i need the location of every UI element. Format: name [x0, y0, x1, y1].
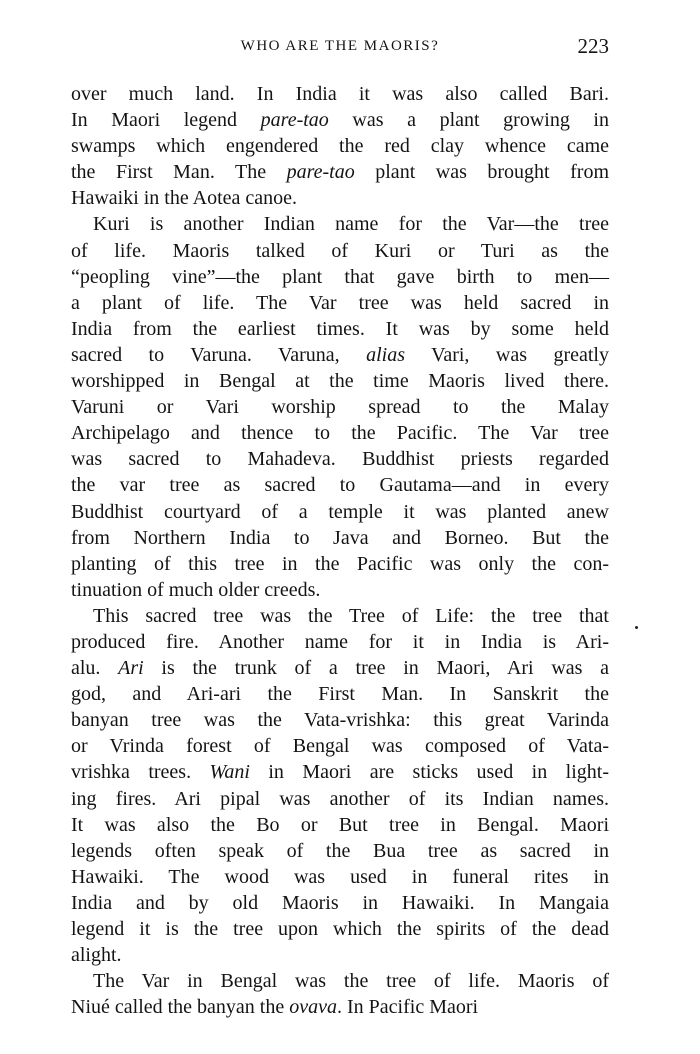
text-line: [71, 551, 609, 577]
text-segment: Buddhist courtyard of a temple it was planted anew: [71, 500, 609, 523]
text-line: [71, 968, 609, 994]
text-segment: India from the earliest times. It was by some held: [71, 317, 609, 340]
text-line: [71, 759, 609, 785]
text-segment: the First Man. The: [71, 161, 287, 184]
text-segment: It was also the Bo or But tree in Bengal. Maori: [71, 813, 609, 836]
text-segment: In Maori legend: [71, 109, 261, 132]
text-segment: of life. Maoris talked of Kuri or Turi as the: [71, 239, 609, 262]
text-line: [71, 994, 609, 1020]
text-line: [71, 472, 609, 498]
text-line: [71, 394, 609, 420]
text-line: [71, 603, 609, 629]
text-segment: alu.: [71, 657, 119, 680]
text-segment: the var tree as sacred to Gautama—and in every: [71, 474, 609, 497]
text-line: [71, 211, 609, 237]
text-segment: “peopling vine”—the plant that gave birth to men—: [71, 265, 609, 288]
text-line: [71, 916, 609, 942]
italic-term: pare-tao: [260, 109, 329, 132]
text-line: [71, 290, 609, 316]
text-segment: ing fires. Ari pipal was another of its Indian names.: [71, 787, 609, 810]
text-segment: vrishka trees.: [71, 761, 210, 784]
text-line: [71, 264, 609, 290]
margin-mark: [635, 626, 638, 629]
text-segment: a plant of life. The Var tree was held sacred in: [71, 291, 609, 314]
italic-term: Ari: [118, 657, 144, 680]
text-segment: or Vrinda forest of Bengal was composed of Vata-: [71, 735, 609, 758]
italic-term: ovava: [289, 996, 338, 1019]
text-segment: from Northern India to Java and Borneo. But the: [71, 526, 609, 549]
text-segment: Niué called the banyan the: [71, 996, 290, 1019]
text-segment: sacred to Varuna. Varuna,: [71, 343, 367, 366]
text-line: [71, 629, 609, 655]
text-line: [71, 838, 609, 864]
text-segment: This sacred tree was the Tree of Life: the tree that: [93, 604, 609, 627]
text-line: [71, 733, 609, 759]
text-segment: Kuri is another Indian name for the Var—the tree: [93, 213, 609, 236]
text-line: [71, 368, 609, 394]
text-line: [71, 681, 609, 707]
text-segment: Hawaiki in the Aotea canoe.: [71, 187, 298, 210]
running-head: [71, 34, 609, 62]
text-line: [71, 890, 609, 916]
text-segment: plant was brought from: [354, 161, 609, 184]
text-line: [71, 655, 609, 681]
text-line: [71, 107, 609, 133]
text-line: [71, 446, 609, 472]
text-segment: over much land. In India it was also called Bari.: [71, 83, 609, 105]
body-text: [71, 81, 609, 1020]
text-line: [71, 238, 609, 264]
text-segment: is the trunk of a tree in Maori, Ari was a: [143, 657, 610, 680]
italic-term: alias: [366, 343, 405, 366]
text-segment: swamps which engendered the red clay whence came: [71, 135, 609, 158]
text-line: [71, 81, 609, 107]
text-line: [71, 577, 609, 603]
text-line: [71, 420, 609, 446]
text-line: [71, 133, 609, 159]
text-segment: The Var in Bengal was the tree of life. Maoris of: [93, 970, 609, 993]
text-segment: Vari, was greatly: [404, 343, 609, 366]
text-segment: worshipped in Bengal at the time Maoris lived there.: [71, 370, 609, 393]
text-line: [71, 942, 609, 968]
text-segment: . In Pacific Maori: [337, 996, 479, 1019]
text-segment: India and by old Maoris in Hawaiki. In Mangaia: [71, 891, 609, 914]
text-segment: in Maori are sticks used in light-: [249, 761, 609, 784]
text-segment: Archipelago and thence to the Pacific. The Var tree: [71, 422, 609, 445]
text-line: [71, 707, 609, 733]
text-line: [71, 499, 609, 525]
text-segment: banyan tree was the Vata-vrishka: this great Varinda: [71, 709, 609, 732]
text-line: [71, 342, 609, 368]
text-line: [71, 864, 609, 890]
italic-term: pare-tao: [286, 161, 355, 184]
text-line: [71, 159, 609, 185]
text-line: [71, 185, 609, 211]
italic-term: Wani: [209, 761, 250, 784]
text-segment: legend it is the tree upon which the spirits of the dead: [71, 918, 609, 940]
running-title: WHO ARE THE MAORIS?: [240, 38, 440, 54]
text-line: [71, 525, 609, 551]
text-segment: was sacred to Mahadeva. Buddhist priests regarded: [71, 448, 609, 471]
text-segment: planting of this tree in the Pacific was only the con-: [71, 552, 609, 575]
text-line: [71, 812, 609, 838]
text-segment: Varuni or Vari worship spread to the Malay: [71, 396, 609, 419]
text-segment: alight.: [71, 944, 122, 967]
text-segment: produced fire. Another name for it in India is Ari-: [71, 630, 609, 653]
text-segment: Hawaiki. The wood was used in funeral rites in: [71, 865, 609, 888]
text-line: [71, 786, 609, 812]
text-segment: was a plant growing in: [328, 109, 609, 132]
text-line: [71, 316, 609, 342]
page-number: 223: [577, 34, 609, 58]
text-segment: god, and Ari-ari the First Man. In Sanskrit the: [71, 683, 609, 706]
text-segment: tinuation of much older creeds.: [71, 578, 321, 601]
text-segment: legends often speak of the Bua tree as sacred in: [71, 839, 609, 862]
